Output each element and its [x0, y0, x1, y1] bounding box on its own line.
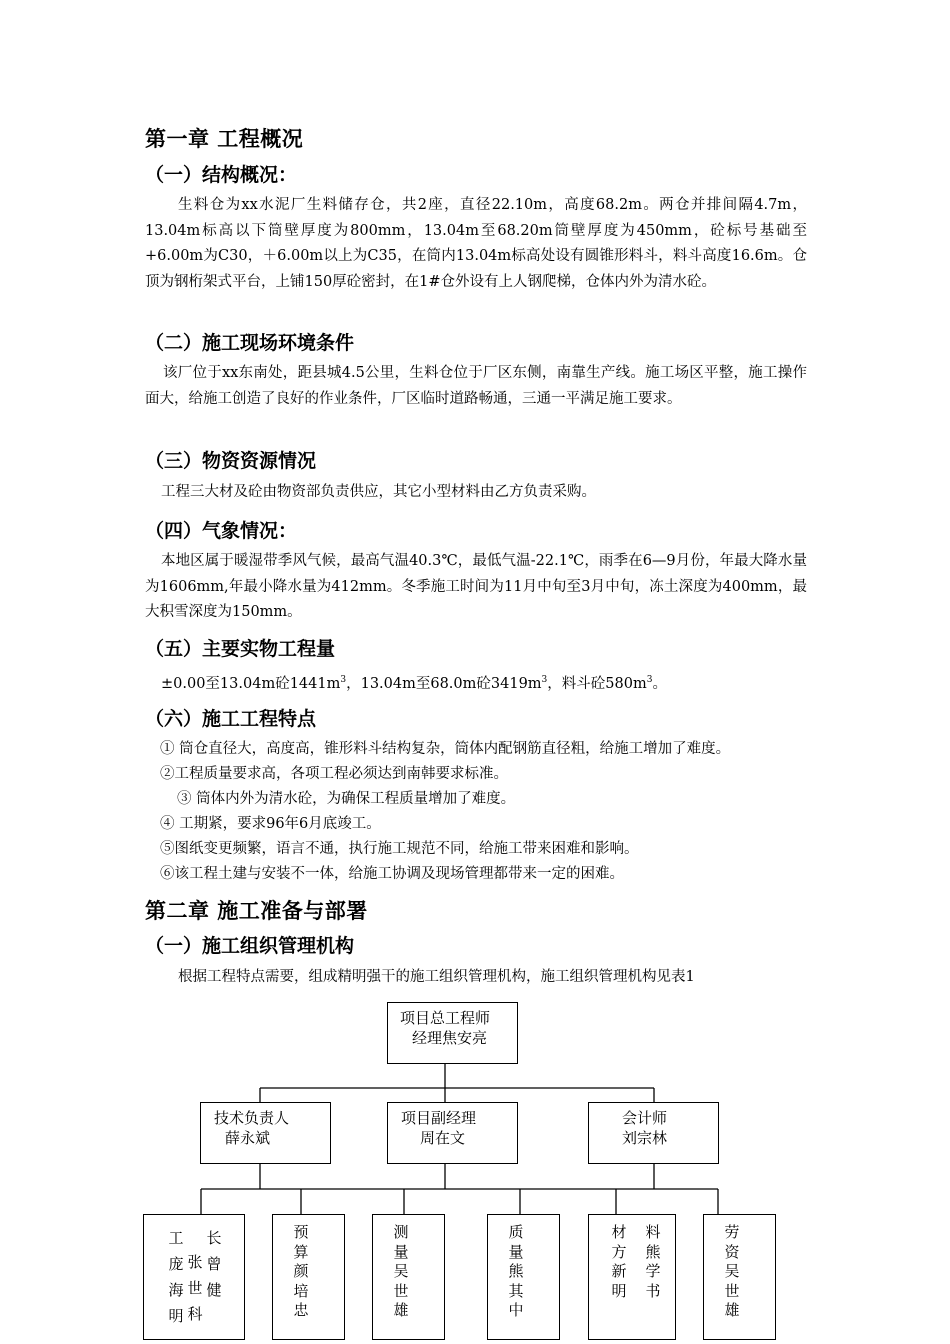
- feature-item: ⑤图纸变更频繁，语言不通，执行施工规范不同，给施工带来困难和影响。: [160, 841, 639, 857]
- org-box-materials: [588, 1214, 676, 1340]
- quantity-3: ，料斗砼580m: [547, 675, 647, 692]
- section-4-body: 本地区属于暖湿带季风气候，最高气温40.3℃，最低气温-22.1℃，雨季在6—9月份，年最大降水量为1606mm,年最小降水量为412mm。冬季施工时间为11月中旬至3月中旬，冻土深度为400mm，最大积雪深度为150mm。: [145, 553, 807, 620]
- org-vertical-text: 工 庞 海 明: [168, 1229, 184, 1325]
- section-6-title: （六）施工工程特点: [145, 708, 317, 730]
- quantity-2: ，13.04m至68.0m砼3419m: [346, 675, 542, 692]
- org-box-accountant: [588, 1102, 719, 1164]
- org-vertical-text: 劳 资 吴 世 雄: [724, 1223, 740, 1319]
- section-1-body: 生料仓为xx水泥厂生料储存仓，共2座，直径22.10m，高度68.2m。两仓并排间隔4.7m，13.04m标高以下筒壁厚度为800mm，13.04m至68.20m筒壁厚度为450mm，砼标号基础至+6.00m为C30，＋6.00m以上为C35，在筒内13.04m标高处设有圆锥形料斗，料斗高度16.6m。仓顶为钢桁架式平台，上铺150厚砼密封，在1#仓外设有上人钢爬梯，仓体内外为清水砼。: [145, 197, 807, 290]
- section-3-title: （三）物资资源情况: [145, 450, 317, 472]
- feature-item: ④ 工期紧，要求96年6月底竣工。: [160, 816, 381, 832]
- chapter2-section-1-title: （一）施工组织管理机构: [145, 935, 355, 957]
- section-5-title: （五）主要实物工程量: [145, 638, 336, 660]
- section-2-title: （二）施工现场环境条件: [145, 332, 355, 354]
- section-4-title: （四）气象情况：: [145, 520, 298, 542]
- org-box-survey: [372, 1214, 445, 1340]
- unit-superscript: 3: [340, 675, 347, 685]
- org-box-foremen: [143, 1214, 245, 1340]
- org-role: 技术负责人: [214, 1109, 290, 1127]
- org-box-general-manager: [387, 1002, 518, 1064]
- org-vertical-text: 材 方 新 明: [611, 1223, 627, 1300]
- org-person: 经理焦安亮: [412, 1029, 488, 1047]
- feature-item: ③ 筒体内外为清水砼，为确保工程质量增加了难度。: [177, 791, 516, 807]
- quantity-1: ±0.00至13.04m砼1441m: [161, 675, 341, 692]
- org-vertical-text: 长 曾 健: [206, 1229, 222, 1299]
- section-2-body: 该厂位于xx东南处，距县城4.5公里，生料仓位于厂区东侧，南靠生产线。施工场区平整，施工操作面大，给施工创造了良好的作业条件，厂区临时道路畅通，三通一平满足施工要求。: [145, 365, 807, 407]
- feature-item: ②工程质量要求高，各项工程必须达到南韩要求标准。: [160, 766, 508, 782]
- chapter1-title: 第一章 工程概况: [145, 127, 304, 151]
- quantity-end: 。: [652, 675, 667, 692]
- section-1-title: （一）结构概况：: [145, 164, 298, 186]
- org-person: 薛永斌: [225, 1129, 271, 1147]
- unit-superscript: 3: [646, 675, 653, 685]
- chapter2-title: 第二章 施工准备与部署: [145, 899, 368, 923]
- org-vertical-text: 张 世 科: [187, 1253, 203, 1323]
- org-vertical-text: 质 量 熊 其 中: [508, 1223, 524, 1319]
- section-3-body: 工程三大材及砼由物资部负责供应，其它小型材料由乙方负责采购。: [161, 484, 596, 500]
- org-role: 会计师: [622, 1109, 668, 1127]
- org-person: 刘宗林: [622, 1129, 668, 1147]
- org-vertical-text: 预 算 颜 培 忠: [293, 1223, 309, 1319]
- org-box-deputy-manager: [387, 1102, 518, 1164]
- org-box-labor: [703, 1214, 776, 1340]
- org-role: 项目副经理: [401, 1109, 477, 1127]
- chapter2-section-1-body: 根据工程特点需要，组成精明强干的施工组织管理机构，施工组织管理机构见表1: [178, 969, 695, 985]
- org-box-quality: [487, 1214, 560, 1340]
- org-box-budget: [272, 1214, 345, 1340]
- org-vertical-text: 测 量 吴 世 雄: [393, 1223, 409, 1319]
- org-vertical-text: 料 熊 学 书: [645, 1223, 661, 1300]
- org-person: 周在文: [420, 1129, 466, 1147]
- feature-item: ⑥该工程土建与安装不一体，给施工协调及现场管理都带来一定的困难。: [160, 866, 624, 882]
- unit-superscript: 3: [541, 675, 548, 685]
- feature-item: ① 筒仓直径大，高度高，锥形料斗结构复杂，筒体内配钢筋直径粗，给施工增加了难度。: [160, 741, 731, 757]
- org-role: 项目总工程师: [400, 1009, 491, 1027]
- org-box-technical-lead: [200, 1102, 331, 1164]
